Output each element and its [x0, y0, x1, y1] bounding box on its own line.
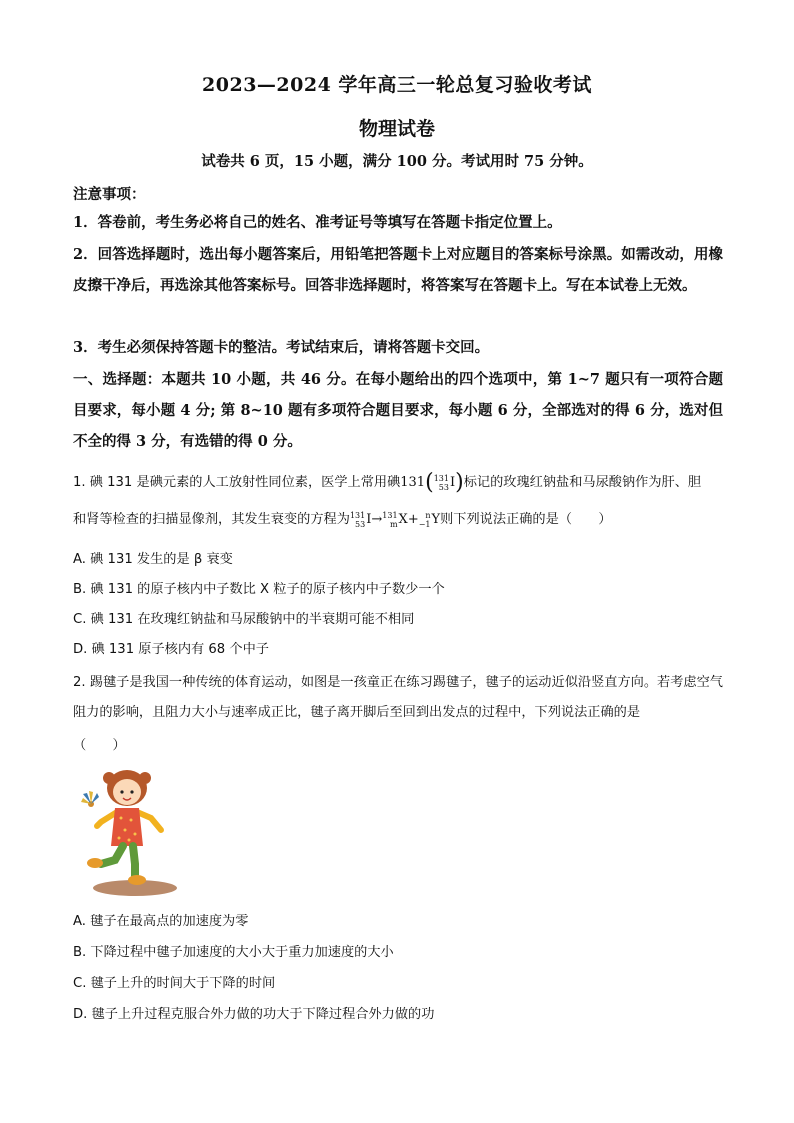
subject-title: 物理试卷	[358, 118, 435, 140]
exam-title: 2023—2024 学年高三一轮总复习验收考试	[202, 74, 592, 96]
eq-i-mass: 131	[349, 510, 366, 520]
q1-text-c: 和肾等检查的扫描显像剂，其发生衰变的方程为	[73, 512, 350, 527]
shuttlecock-girl-illustration	[75, 760, 180, 900]
q1-isotope-label	[400, 470, 464, 495]
q1-option-c: C. 碘 131 在玫瑰红钠盐和马尿酸钠中的半衰期可能不相同	[73, 612, 415, 627]
q1-iso-stack	[434, 474, 449, 492]
notice-item-2: 2．回答选择题时，选出每小题答案后，用铅笔把答题卡上对应题目的答案标号涂黑。如需改动，用橡皮擦干净后，再选涂其他答案标号。回答非选择题时，将答案写在答题卡上。写在本试卷上无效。	[73, 246, 723, 294]
shuttlecock-icon	[81, 791, 99, 807]
eq-y-stack	[419, 511, 431, 529]
eq-y: Y	[431, 512, 441, 527]
q1-line-1	[73, 470, 723, 495]
q1-decay-equation	[350, 512, 440, 527]
leg-right	[133, 846, 135, 876]
face	[113, 779, 141, 805]
q1-iso-num: 131	[400, 475, 426, 490]
shoe-right	[128, 875, 146, 885]
eq-x-z: m	[389, 519, 398, 529]
q2-option-b: B. 下降过程中毽子加速度的大小大于重力加速度的大小	[73, 945, 394, 960]
eq-x-mass: 131	[382, 510, 398, 520]
leg-left	[101, 846, 123, 864]
q1-text-b: 标记的玫瑰红钠盐和马尿酸钠作为肝、胆	[463, 475, 702, 490]
shoe-left	[87, 858, 103, 868]
notice-item-1: 1．答卷前，考生务必将自己的姓名、准考证号等填写在答题卡指定位置上。	[73, 214, 562, 231]
exam-info: 试卷共 6 页，15 小题，满分 100 分。考试用时 75 分钟。	[201, 153, 593, 170]
q2-option-a: A. 毽子在最高点的加速度为零	[73, 914, 249, 929]
eq-x: X	[398, 512, 408, 527]
eq-i-stack	[350, 511, 365, 529]
q2-stem: 2. 踢毽子是我国一种传统的体育运动，如图是一孩童正在练习踢毽子，毽子的运动近似沿竖直方向。若考虑空气阻力的影响，且阻力大小与速率成正比，毽子离开脚后至回到出发点的过程中，下列说法正确的是	[73, 675, 723, 720]
eq-arrow: →	[371, 512, 383, 527]
q1-option-a: A. 碘 131 发生的是 β 衰变	[73, 552, 233, 567]
q1-iso-sym: I	[449, 475, 456, 490]
q1-iso-mass: 131	[433, 473, 449, 483]
q1-text-d: 则下列说法正确的是（ ）	[440, 512, 612, 527]
notice-item-3: 3．考生必须保持答题卡的整洁。考试结束后，请将答题卡交回。	[73, 339, 490, 356]
eq-x-stack	[382, 511, 397, 529]
dress	[111, 808, 143, 846]
eq-y-z: −1	[418, 519, 431, 529]
eye-left	[120, 790, 123, 793]
q1-text-a: 1. 碘 131 是碘元素的人工放射性同位素，医学上常用碘	[73, 475, 401, 490]
q2-paren: （ ）	[73, 738, 126, 753]
left-paren: (	[425, 470, 434, 495]
q2-option-d: D. 毽子上升过程克服合外力做的功大于下降过程合外力做的功	[73, 1007, 435, 1022]
eye-right	[130, 790, 133, 793]
notice-heading: 注意事项：	[73, 186, 146, 203]
eq-y-mass: n	[425, 510, 431, 520]
q1-option-d: D. 碘 131 原子核内有 68 个中子	[73, 642, 269, 657]
eq-i-z: 53	[355, 519, 366, 529]
q1-option-b: B. 碘 131 的原子核内中子数比 X 粒子的原子核内中子数少一个	[73, 582, 445, 597]
q1-iso-z: 53	[438, 482, 449, 492]
eq-i: I	[366, 512, 372, 527]
q1-line-2	[73, 508, 723, 529]
q2-option-c: C. 毽子上升的时间大于下降的时间	[73, 976, 276, 991]
right-paren: )	[455, 470, 464, 495]
section-1-intro: 一、选择题：本题共 10 小题，共 46 分。在每小题给出的四个选项中，第 1~7 题只有一项符合题目要求，每小题 4 分; 第 8~10 题有多项符合题目要求，每小题 6 分，全部选对的得 6 分，选对但不全的得 3 分，有选错的得 0 分。	[73, 371, 723, 450]
eq-plus: +	[407, 512, 419, 527]
